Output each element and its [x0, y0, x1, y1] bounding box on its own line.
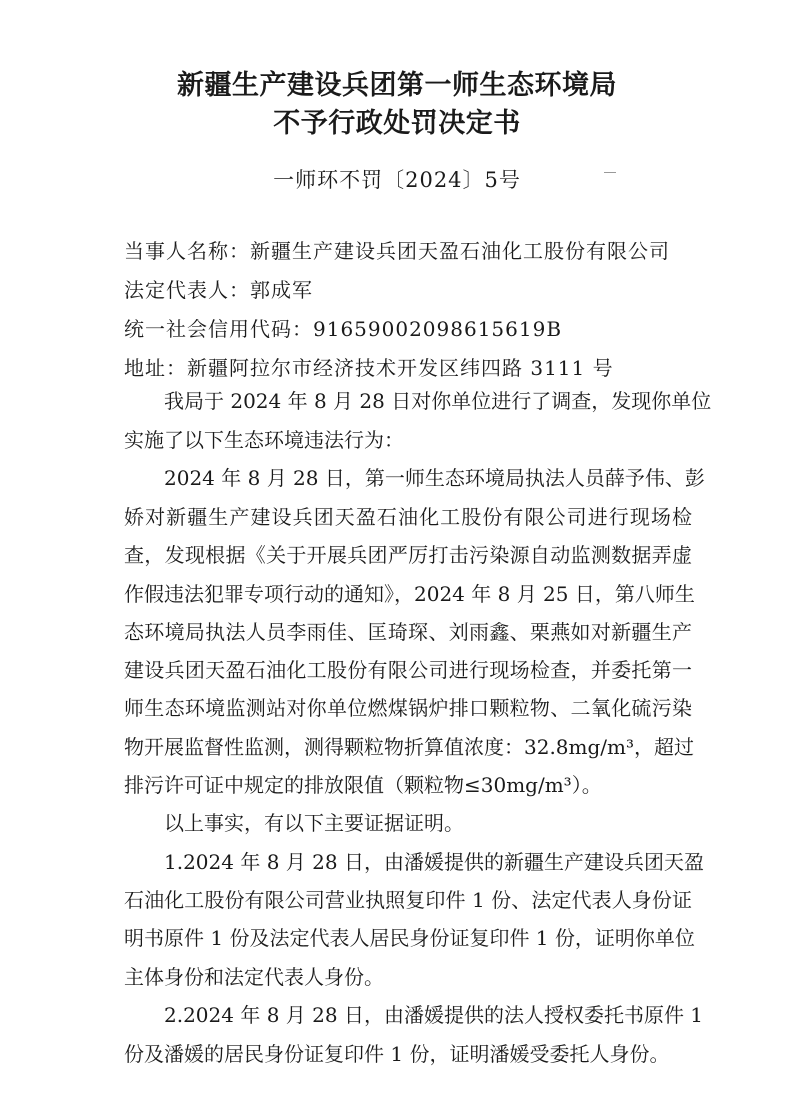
credit-code-row	[124, 314, 714, 344]
credit-code-value: 91659002098615619B	[313, 317, 563, 341]
paragraph-line: 份及潘媛的居民身份证复印件 1 份，证明潘媛受委托人身份。	[124, 1042, 670, 1066]
party-name-value: 新疆生产建设兵团天盈石油化工股份有限公司	[250, 239, 670, 263]
paragraph-line: 主体身份和法定代表人身份。	[124, 965, 384, 989]
legal-rep-value: 郭成军	[250, 278, 313, 302]
credit-code-label: 统一社会信用代码：	[124, 317, 313, 341]
paragraph-line: 2.2024 年 8 月 28 日，由潘媛提供的法人授权委托书原件 1	[164, 1003, 704, 1027]
address-label: 地址：	[124, 356, 187, 380]
paragraph-line: 师生态环境监测站对你单位燃煤锅炉排口颗粒物、二氧化硫污染	[124, 696, 692, 720]
legal-rep-row	[124, 275, 714, 305]
address-value: 新疆阿拉尔市经济技术开发区纬四路 3111 号	[187, 356, 614, 380]
scan-mark	[604, 172, 616, 173]
paragraph-line: 娇对新疆生产建设兵团天盈石油化工股份有限公司进行现场检	[124, 505, 692, 529]
document-title-line2: 不予行政处罚决定书	[273, 108, 521, 139]
paragraph-line: 物开展监督性监测，测得颗粒物折算值浓度：32.8mg/m³，超过	[124, 735, 695, 759]
document-number: 一师环不罚〔2024〕5号	[273, 168, 521, 192]
paragraph-line: 以上事实，有以下主要证据证明。	[164, 811, 464, 835]
paragraph-line: 查，发现根据《关于开展兵团严厉打击污染源自动监测数据弄虚	[124, 543, 692, 567]
paragraph-line: 实施了以下生态环境违法行为：	[124, 428, 404, 452]
document-title-line1: 新疆生产建设兵团第一师生态环境局	[177, 70, 617, 101]
paragraph-line: 建设兵团天盈石油化工股份有限公司进行现场检查，并委托第一	[124, 658, 692, 682]
paragraph-line: 作假违法犯罪专项行动的通知》，2024 年 8 月 25 日，第八师生	[124, 582, 695, 606]
paragraph-line: 明书原件 1 份及法定代表人居民身份证复印件 1 份，证明你单位	[124, 926, 695, 950]
paragraph-line: 态环境局执法人员李雨佳、匡琦琛、刘雨鑫、栗燕如对新疆生产	[124, 620, 692, 644]
address-row	[124, 353, 714, 383]
paragraph-line: 排污许可证中规定的排放限值（颗粒物≤30mg/m³）。	[124, 773, 602, 797]
legal-rep-label: 法定代表人：	[124, 278, 250, 302]
party-name-row	[124, 236, 714, 266]
paragraph-line: 我局于 2024 年 8 月 28 日对你单位进行了调查，发现你单位	[164, 389, 712, 413]
paragraph-line: 2024 年 8 月 28 日，第一师生态环境局执法人员薛予伟、彭	[164, 466, 705, 490]
paragraph-line: 1.2024 年 8 月 28 日，由潘媛提供的新疆生产建设兵团天盈	[164, 850, 704, 874]
party-name-label: 当事人名称：	[124, 239, 250, 263]
paragraph-line: 石油化工股份有限公司营业执照复印件 1 份、法定代表人身份证	[124, 888, 692, 912]
